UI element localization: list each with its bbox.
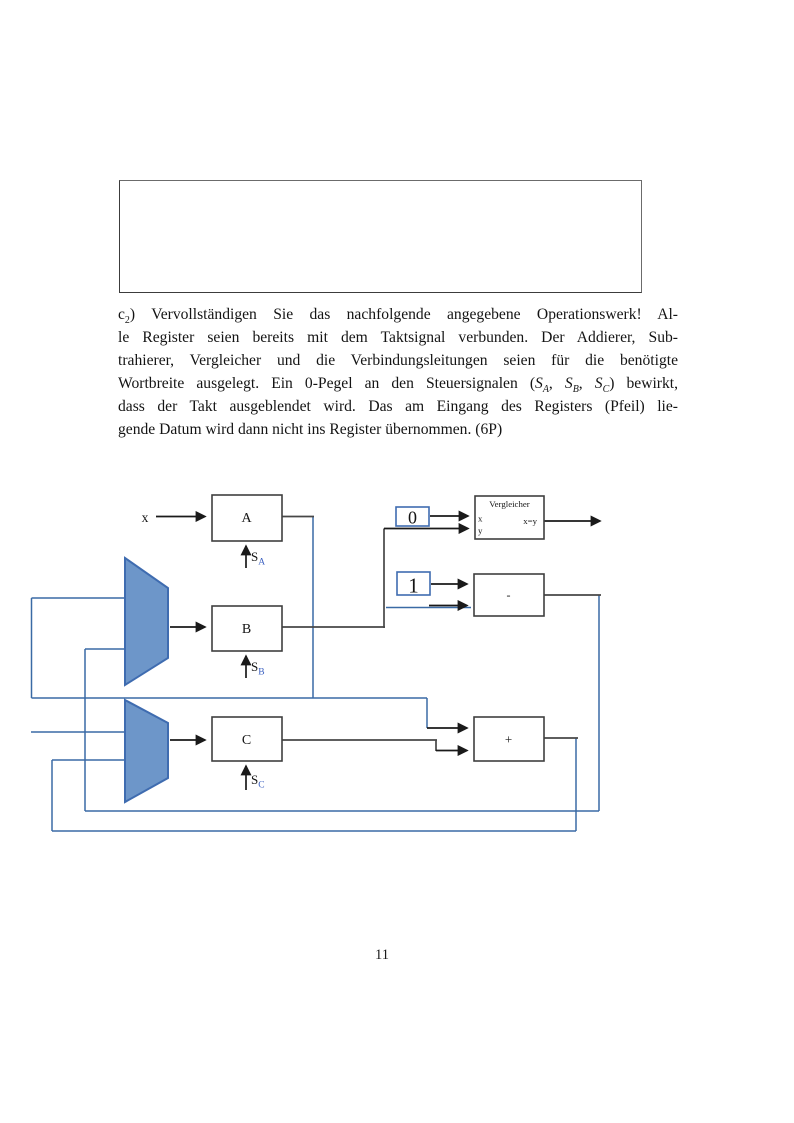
signal-sc: $S_C$ — [594, 375, 610, 396]
paragraph-line: le Register seien bereits mit dem Taktsignal verbunden. Der Addierer, Sub- — [118, 329, 678, 346]
mux-1 — [125, 558, 168, 685]
paragraph-line: gende Datum wird dann nicht ins Register übernommen. (6P) — [118, 421, 503, 438]
subtractor-label: - — [506, 588, 511, 602]
paragraph-line: trahierer, Vergleicher und die Verbindungsleitungen seien für die benötigte — [118, 352, 678, 369]
register-c-label: C — [241, 733, 252, 748]
signal-sb: $S_B$ — [564, 375, 579, 396]
const-zero-label: 0 — [408, 507, 417, 528]
blue-routing-wires — [31, 517, 599, 832]
register-b-label: B — [241, 622, 252, 637]
comparator-title: Vergleicher — [489, 499, 530, 509]
dark-wires — [282, 517, 601, 752]
comparator-out-label: x=y — [523, 516, 537, 526]
control-signal-sa-label: $S_A$ — [251, 549, 266, 568]
control-signal-sc-label: $S_C$ — [251, 772, 265, 791]
mux-2 — [125, 700, 168, 802]
page-number: 11 — [375, 947, 389, 963]
register-a-label: A — [241, 511, 252, 526]
input-x-label: x — [141, 510, 149, 525]
control-signal-sb-label: $S_B$ — [251, 659, 265, 678]
paragraph-line: $c_2$) Vervollständigen Sie das nachfolgende angegebene Operationswerk! Al- — [118, 306, 678, 327]
adder-label: + — [504, 731, 513, 747]
const-one-label: 1 — [408, 573, 419, 598]
comparator-in-y-label: y — [478, 525, 483, 536]
paragraph-line: dass der Takt ausgeblendet wird. Das am Eingang des Registers (Pfeil) lie- — [118, 398, 678, 415]
signal-sa: $S_A$ — [535, 375, 549, 396]
paragraph-line: Wortbreite ausgelegt. Ein 0-Pegel an den Steuersignalen ($S_A$, $S_B$, $S_C$) bewirkt, — [118, 375, 679, 396]
comparator-in-x-label: x — [478, 513, 483, 524]
